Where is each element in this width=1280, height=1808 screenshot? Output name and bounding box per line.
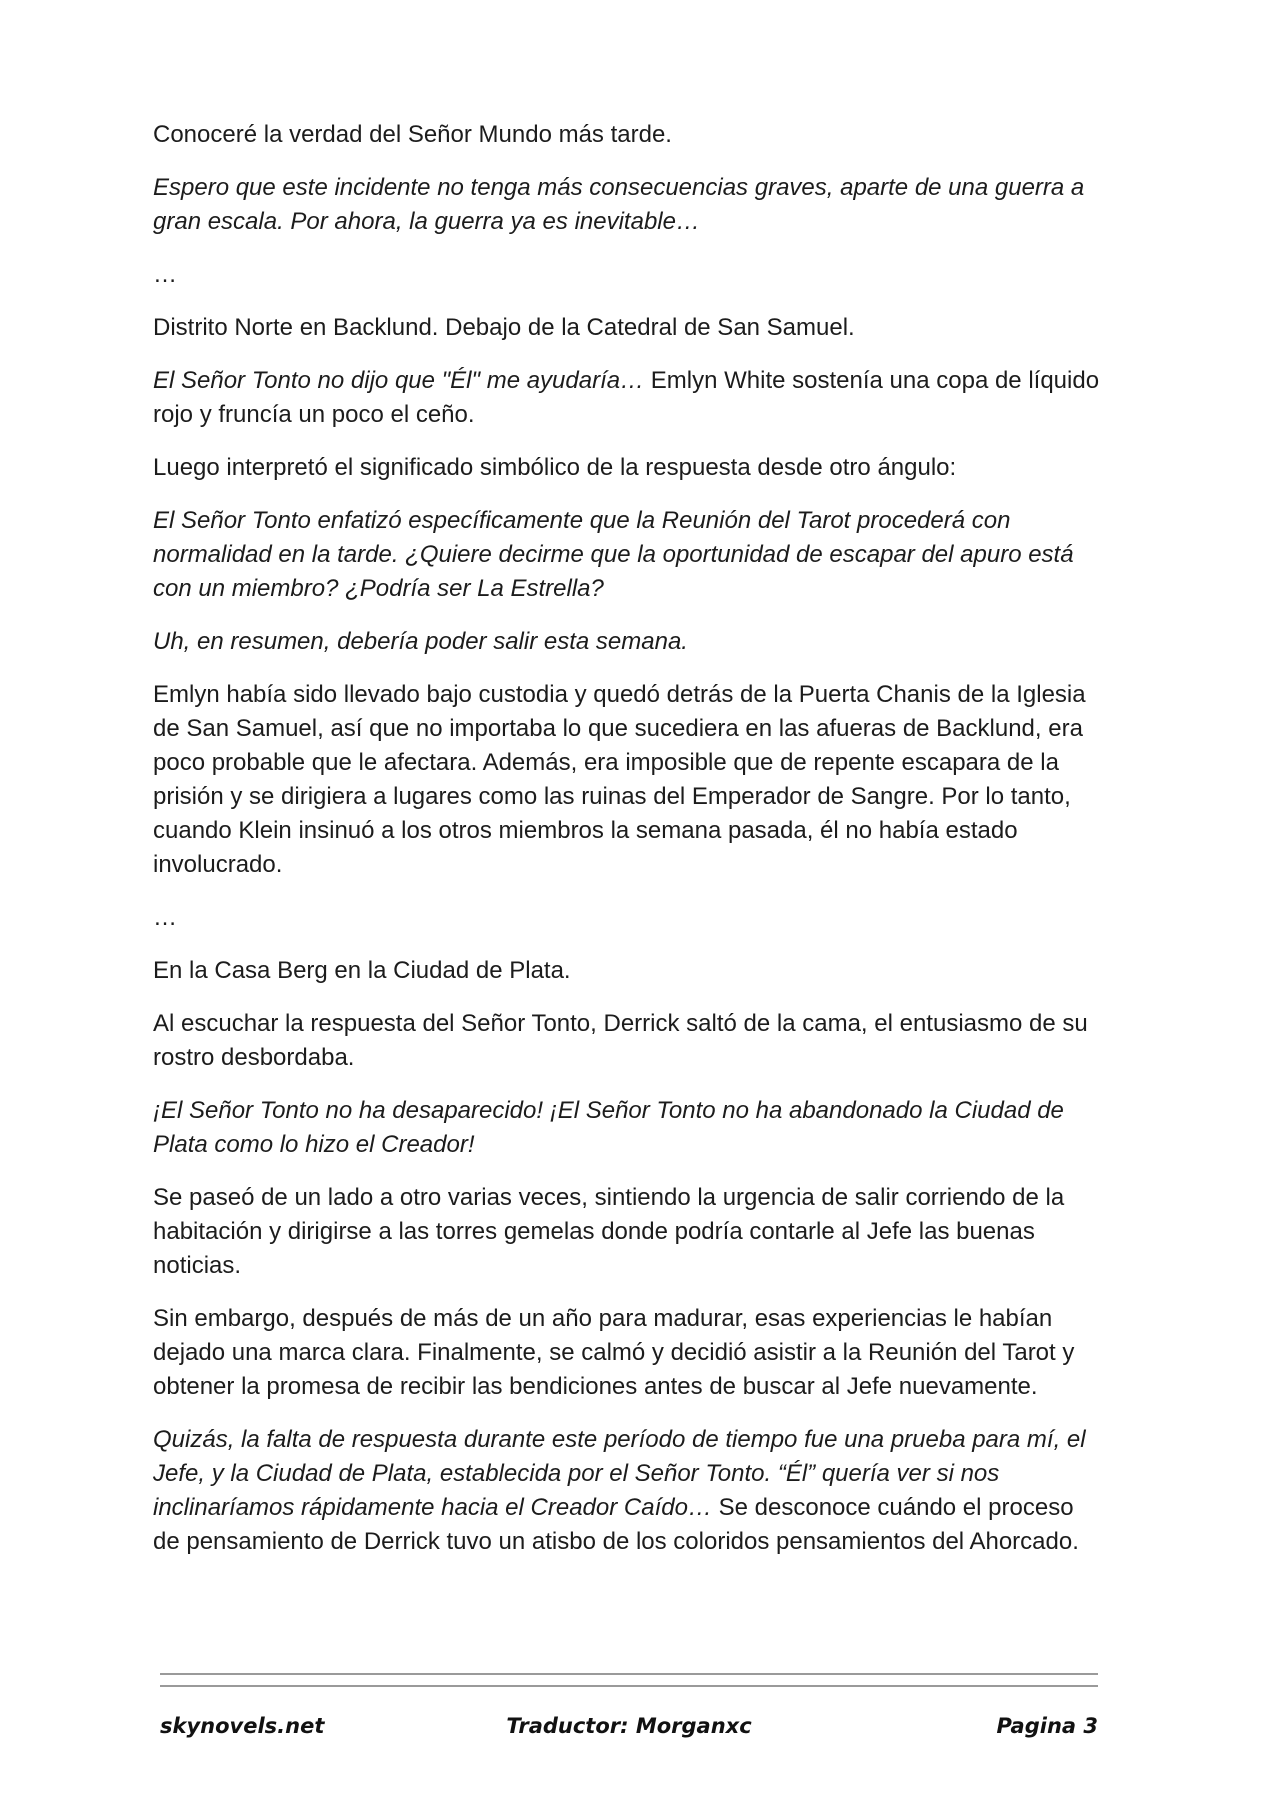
body-paragraph [153, 1302, 1103, 1404]
paragraph-text: Al escuchar la respuesta del Señor Tonto, Derrick saltó de la cama, el entusiasmo de su rostro desbordaba. [153, 1010, 1088, 1071]
body-paragraph [153, 258, 1103, 292]
body-paragraph [153, 171, 1103, 239]
footer-rule-bottom [160, 1685, 1098, 1687]
body-paragraph [153, 311, 1103, 345]
body-paragraph [153, 118, 1103, 152]
body-paragraph [153, 901, 1103, 935]
body-paragraph [153, 504, 1103, 606]
page-footer [160, 1714, 1098, 1748]
footer-page-number: Pagina 3 [996, 1714, 1098, 1738]
footer-site: skynovels.net [160, 1714, 325, 1738]
body-paragraph [153, 451, 1103, 485]
paragraph-text: Emlyn White sostenía una copa de líquido rojo y fruncía un poco el ceño. [153, 367, 1100, 428]
body-paragraph [153, 1007, 1103, 1075]
body-paragraph [153, 1181, 1103, 1283]
paragraph-text: Emlyn había sido llevado bajo custodia y quedó detrás de la Puerta Chanis de la Iglesia de San Samuel, así que no importaba lo que sucediera en las afueras de Backlund, era poco probable que le afectara. Además, era imposible que de repente escapara de la prisión y se dirigiera a lugares como las ruinas del Emperador de Sangre. Por lo tanto, cuando Klein insinuó a los otros miembros la semana pasada, él no había estado involucrado. [153, 681, 1086, 878]
italic-text: ¡El Señor Tonto no ha desaparecido! ¡El Señor Tonto no ha abandonado la Ciudad de Plata como lo hizo el Creador! [153, 1097, 1064, 1158]
paragraph-text: Distrito Norte en Backlund. Debajo de la Catedral de San Samuel. [153, 314, 855, 341]
page-body [153, 118, 1103, 1578]
italic-text: El Señor Tonto enfatizó específicamente que la Reunión del Tarot procederá con normalidad en la tarde. ¿Quiere decirme que la oportunidad de escapar del apuro está con un miembro? ¿Podría ser La Estrella? [153, 507, 1074, 602]
body-paragraph [153, 954, 1103, 988]
footer-rule-top [160, 1673, 1098, 1675]
body-paragraph [153, 1094, 1103, 1162]
paragraph-text: Luego interpretó el significado simbólico de la respuesta desde otro ángulo: [153, 454, 957, 481]
body-paragraph [153, 678, 1103, 882]
paragraph-text: Conoceré la verdad del Señor Mundo más tarde. [153, 121, 672, 148]
italic-text: El Señor Tonto no dijo que "Él" me ayudaría… [153, 367, 651, 394]
italic-text: Quizás, la falta de respuesta durante este período de tiempo fue una prueba para mí, el Jefe, y la Ciudad de Plata, establecida por el Señor Tonto. “Él” quería ver si nos inclinaríamos rápidamente hacia el Creador Caído… [153, 1426, 1086, 1521]
body-paragraph [153, 364, 1103, 432]
paragraph-text: … [153, 904, 177, 931]
italic-text: Espero que este incidente no tenga más consecuencias graves, aparte de una guerra a gran escala. Por ahora, la guerra ya es inevitable… [153, 174, 1085, 235]
paragraph-text: En la Casa Berg en la Ciudad de Plata. [153, 957, 571, 984]
footer-translator: Traductor: Morganxc [506, 1714, 752, 1738]
italic-text: Uh, en resumen, debería poder salir esta semana. [153, 628, 688, 655]
paragraph-text: Sin embargo, después de más de un año para madurar, esas experiencias le habían dejado una marca clara. Finalmente, se calmó y decidió asistir a la Reunión del Tarot y obtener la promesa de recibir las bendiciones antes de buscar al Jefe nuevamente. [153, 1305, 1075, 1400]
body-paragraph [153, 1423, 1103, 1559]
paragraph-text: Se paseó de un lado a otro varias veces, sintiendo la urgencia de salir corriendo de la habitación y dirigirse a las torres gemelas donde podría contarle al Jefe las buenas noticias. [153, 1184, 1065, 1279]
body-paragraph [153, 625, 1103, 659]
paragraph-text: … [153, 261, 177, 288]
paragraph-text: Se desconoce cuándo el proceso de pensamiento de Derrick tuvo un atisbo de los coloridos pensamientos del Ahorcado. [153, 1494, 1079, 1555]
